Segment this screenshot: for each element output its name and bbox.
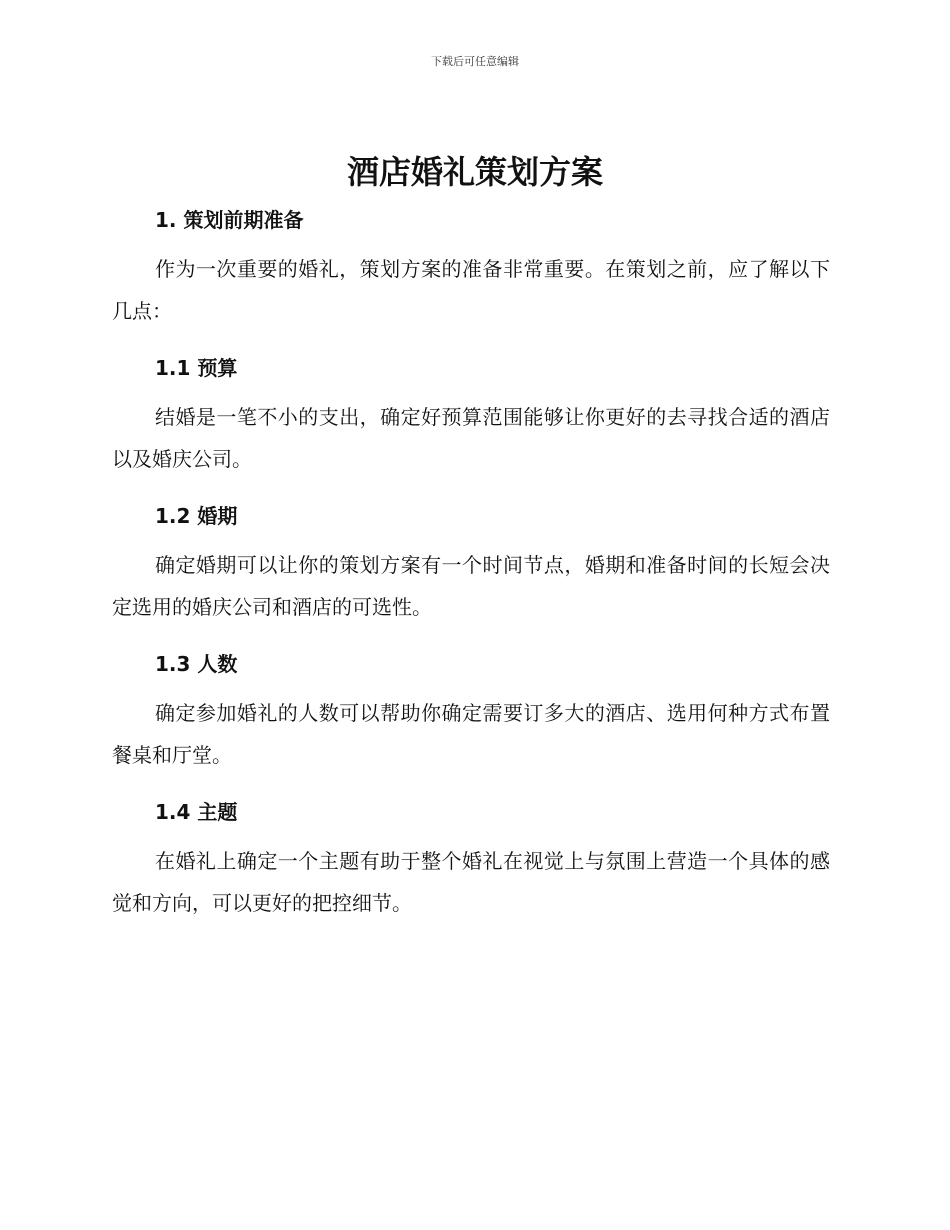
section-heading-theme: 1.4 主题 [155,800,238,824]
section-heading-budget: 1.1 预算 [155,356,238,380]
section-paragraph-wedding-date: 确定婚期可以让你的策划方案有一个时间节点，婚期和准备时间的长短会决定选用的婚庆公司和酒店的可选性。 [112,553,830,619]
section-heading-wedding-date: 1.2 婚期 [155,504,238,528]
section-paragraph-budget: 结婚是一笔不小的支出，确定好预算范围能够让你更好的去寻找合适的酒店以及婚庆公司。 [112,405,830,471]
section-paragraph-theme: 在婚礼上确定一个主题有助于整个婚礼在视觉上与氛围上营造一个具体的感觉和方向，可以更好的把控细节。 [112,849,830,915]
section-heading-guest-count: 1.3 人数 [155,652,238,676]
section-paragraph-planning-preparation: 作为一次重要的婚礼，策划方案的准备非常重要。在策划之前，应了解以下几点： [112,257,830,323]
section-heading-planning-preparation: 1. 策划前期准备 [155,208,304,232]
section-paragraph-guest-count: 确定参加婚礼的人数可以帮助你确定需要订多大的酒店、选用何种方式布置餐桌和厅堂。 [112,701,830,767]
document-title: 酒店婚礼策划方案 [346,153,603,191]
page-header-note: 下载后可任意编辑 [431,55,519,68]
document-body [112,200,830,924]
